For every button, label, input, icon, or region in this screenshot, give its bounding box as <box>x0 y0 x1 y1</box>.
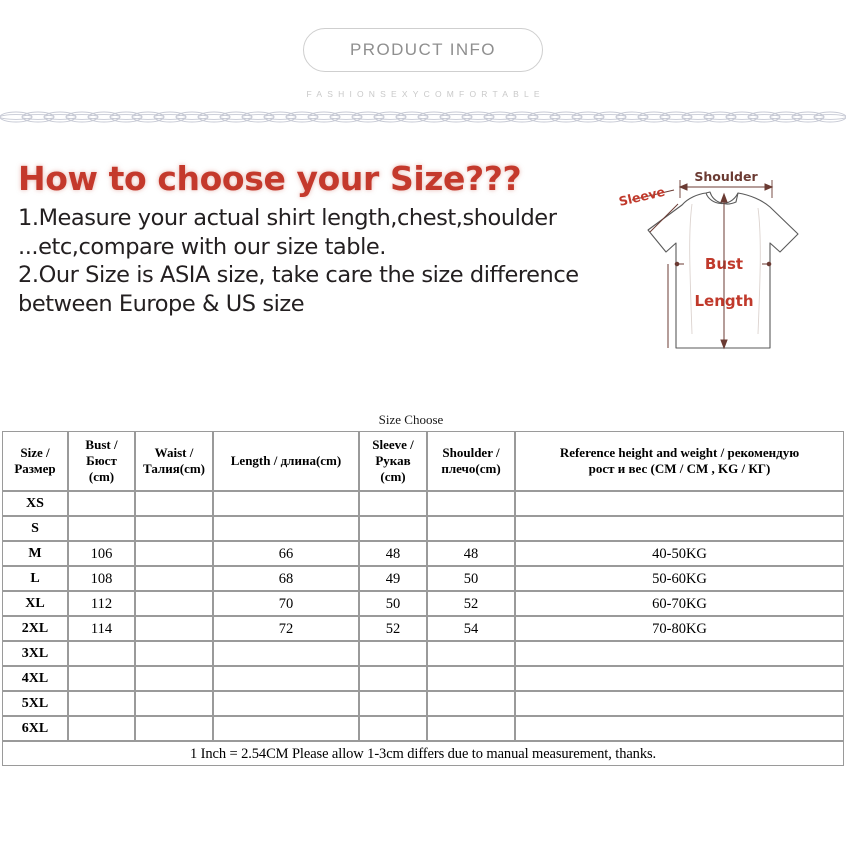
product-info-badge: PRODUCT INFO <box>303 28 543 72</box>
column-header-length: Length / длина(cm) <box>213 431 359 491</box>
chain-divider-icon <box>0 106 846 128</box>
cell-shoulder: 54 <box>427 616 515 641</box>
size-guide-info <box>0 159 846 362</box>
cell-shoulder <box>427 641 515 666</box>
cell-bust: 108 <box>68 566 135 591</box>
cell-reference <box>515 666 844 691</box>
cell-shoulder <box>427 516 515 541</box>
cell-length <box>213 666 359 691</box>
size-guide-instructions <box>18 204 630 318</box>
cell-bust <box>68 691 135 716</box>
brand-tagline: FASHIONSEXYCOMFORTABLE <box>306 89 545 99</box>
size-table-section <box>0 412 846 766</box>
cell-waist <box>135 666 213 691</box>
table-header-row <box>2 431 844 491</box>
size-guide-headline: How to choose your Size??? <box>18 159 522 198</box>
cell-reference: 40-50KG <box>515 541 844 566</box>
cell-reference: 70-80KG <box>515 616 844 641</box>
table-row <box>2 516 844 541</box>
instruction-line: between Europe & US size <box>18 290 305 317</box>
diagram-label-length: Length <box>694 292 754 310</box>
cell-length <box>213 641 359 666</box>
table-row <box>2 491 844 516</box>
table-row <box>2 716 844 741</box>
cell-sleeve: 48 <box>359 541 427 566</box>
column-header-reference: Reference height and weight / рекомендую рост и вес (CM / CM , KG / КГ) <box>515 431 844 491</box>
table-row <box>2 616 844 641</box>
cell-waist <box>135 716 213 741</box>
cell-reference <box>515 691 844 716</box>
cell-sleeve <box>359 516 427 541</box>
cell-length <box>213 516 359 541</box>
cell-length <box>213 691 359 716</box>
cell-sleeve <box>359 691 427 716</box>
cell-size: XL <box>2 591 68 616</box>
cell-waist <box>135 641 213 666</box>
cell-size: 5XL <box>2 691 68 716</box>
cell-length <box>213 716 359 741</box>
cell-size: S <box>2 516 68 541</box>
t-shirt-measurement-diagram <box>612 164 838 360</box>
instruction-line: 2.Our Size is ASIA size, take care the size difference <box>18 262 579 288</box>
size-table-caption: Size Choose <box>378 412 444 427</box>
cell-waist <box>135 691 213 716</box>
cell-sleeve: 50 <box>359 591 427 616</box>
cell-sleeve <box>359 491 427 516</box>
cell-waist <box>135 591 213 616</box>
cell-bust <box>68 491 135 516</box>
cell-size: 2XL <box>2 616 68 641</box>
cell-waist <box>135 541 213 566</box>
cell-size: 3XL <box>2 641 68 666</box>
size-table-head <box>2 431 844 491</box>
table-footnote-row <box>2 741 844 766</box>
cell-size: L <box>2 566 68 591</box>
instruction-line: ...etc,compare with our size table. <box>18 233 387 260</box>
cell-sleeve <box>359 641 427 666</box>
instruction-line: 1.Measure your actual shirt length,chest,shoulder <box>18 205 557 231</box>
column-header-shoulder: Shoulder / плечо(cm) <box>427 431 515 491</box>
column-header-waist: Waist / Талия(cm) <box>135 431 213 491</box>
cell-length <box>213 491 359 516</box>
cell-size: 4XL <box>2 666 68 691</box>
cell-size: XS <box>2 491 68 516</box>
cell-size: 6XL <box>2 716 68 741</box>
column-header-sleeve: Sleeve / Рукав (cm) <box>359 431 427 491</box>
table-row <box>2 691 844 716</box>
cell-bust <box>68 666 135 691</box>
table-row <box>2 541 844 566</box>
size-guide-text <box>18 159 630 318</box>
cell-shoulder <box>427 716 515 741</box>
cell-reference: 50-60KG <box>515 566 844 591</box>
diagram-label-shoulder: Shoulder <box>694 169 758 184</box>
column-header-bust: Bust / Бюст (cm) <box>68 431 135 491</box>
cell-shoulder <box>427 691 515 716</box>
cell-reference <box>515 641 844 666</box>
cell-shoulder <box>427 666 515 691</box>
cell-length: 66 <box>213 541 359 566</box>
measurement-disclaimer: 1 Inch = 2.54CM Please allow 1-3cm differs due to manual measurement, thanks. <box>2 741 844 766</box>
cell-waist <box>135 516 213 541</box>
cell-bust: 112 <box>68 591 135 616</box>
cell-length: 68 <box>213 566 359 591</box>
cell-bust: 106 <box>68 541 135 566</box>
cell-bust <box>68 516 135 541</box>
cell-sleeve: 49 <box>359 566 427 591</box>
cell-waist <box>135 616 213 641</box>
size-chart-table <box>2 431 844 766</box>
cell-bust <box>68 716 135 741</box>
diagram-label-bust: Bust <box>704 255 744 273</box>
cell-size: M <box>2 541 68 566</box>
table-row <box>2 641 844 666</box>
cell-sleeve <box>359 716 427 741</box>
cell-waist <box>135 491 213 516</box>
page-header <box>0 0 846 128</box>
cell-shoulder: 52 <box>427 591 515 616</box>
cell-waist <box>135 566 213 591</box>
cell-reference <box>515 491 844 516</box>
cell-length: 72 <box>213 616 359 641</box>
table-row <box>2 591 844 616</box>
table-row <box>2 566 844 591</box>
size-table-body <box>2 491 844 766</box>
table-row <box>2 666 844 691</box>
cell-sleeve <box>359 666 427 691</box>
diagram-label-sleeve: Sleeve <box>617 183 667 209</box>
cell-shoulder: 50 <box>427 566 515 591</box>
cell-bust <box>68 641 135 666</box>
cell-bust: 114 <box>68 616 135 641</box>
column-header-size: Size / Размер <box>2 431 68 491</box>
cell-sleeve: 52 <box>359 616 427 641</box>
cell-length: 70 <box>213 591 359 616</box>
cell-shoulder: 48 <box>427 541 515 566</box>
cell-reference: 60-70KG <box>515 591 844 616</box>
cell-reference <box>515 516 844 541</box>
cell-reference <box>515 716 844 741</box>
cell-shoulder <box>427 491 515 516</box>
